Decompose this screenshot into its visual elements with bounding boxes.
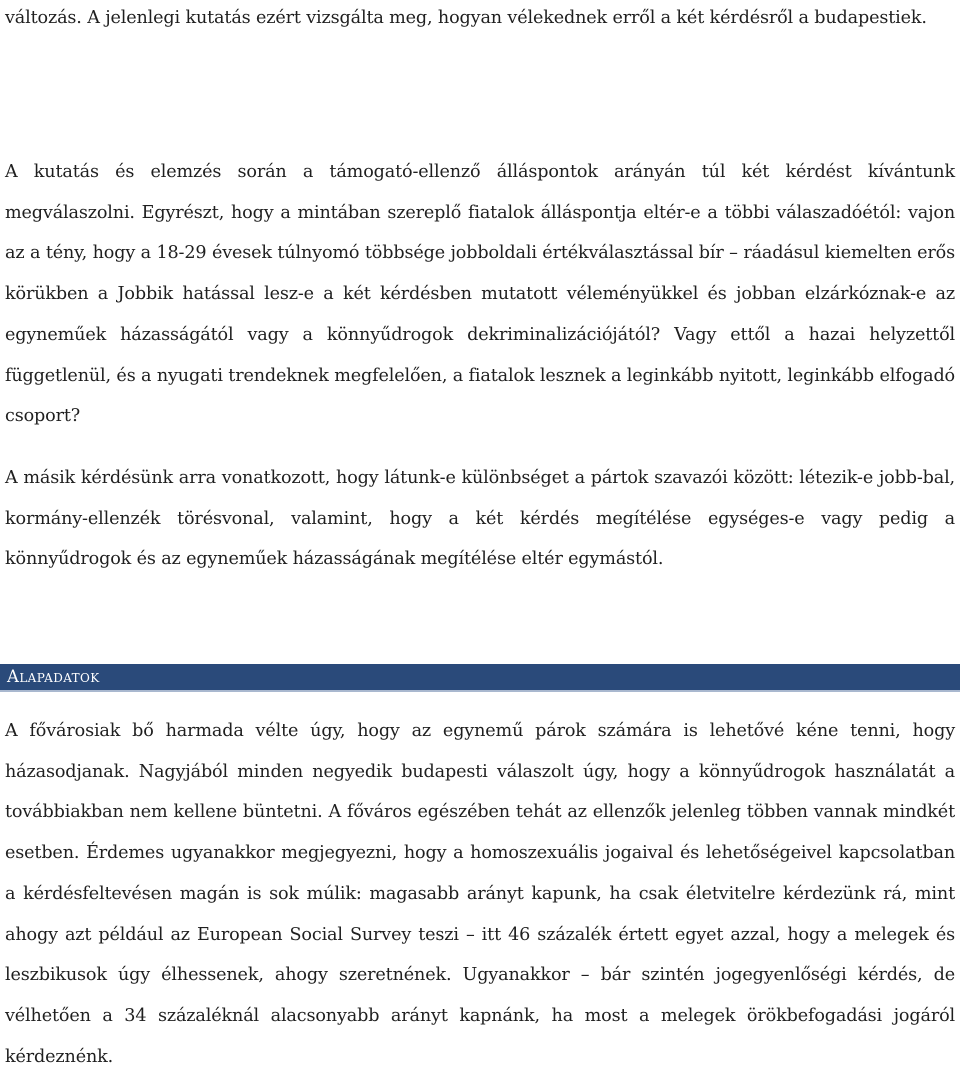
paragraph-second-question: A másik kérdésünk arra vonatkozott, hogy látunk-e különbséget a pártok szavazói között: létezik-e jobb-bal, kormány-ellenzék törésvonal, valamint, hogy a két kérdés megítélése egységes-e vagy pedig a könnyűdrogok és az egyneműek házasságának megítélése eltér egymástól. — [5, 468, 955, 570]
paragraph-research-questions: A kutatás és elemzés során a támogató-ellenző álláspontok arányán túl két kérdést kívántunk megválaszolni. Egyrészt, hogy a mintában szereplő fiatalok álláspontja eltér-e a többi válaszadóétól: vajon az a tény, hogy a 18-29 évesek túlnyomó többsége jobboldali értékválasztással bír – ráadásul kiemelten erős körükben a Jobbik hatással lesz-e a két kérdésben mutatott véleményükkel és jobban elzárkóznak-e az egyneműek házasságától vagy a könnyűdrogok dekriminalizációjától? Vagy ettől a hazai helyzettől függetlenül, és a nyugati trendeknek megfelelően, a fiatalok lesznek a leginkább nyitott, leginkább elfogadó csoport? — [5, 162, 955, 427]
paragraph-intro-end: változás. A jelenlegi kutatás ezért vizsgálta meg, hogyan vélekednek erről a két kérdésről a budapestiek. — [5, 8, 927, 28]
paragraph-basic-data: A fővárosiak bő harmada vélte úgy, hogy az egynemű párok számára is lehetővé kéne tenni, hogy házasodjanak. Nagyjából minden negyedik budapesti válaszolt úgy, hogy a könnyűdrogok használatát a továbbiakban nem kellene büntetni. A főváros egészében tehát az ellenzők jelenleg többen vannak mindkét esetben. Érdemes ugyanakkor megjegyezni, hogy a homoszexuális jogaival és lehetőségeivel kapcsolatban a kérdésfeltevésen magán is sok múlik: magasabb arányt kapunk, ha csak életvitelre kérdezünk rá, mint ahogy azt például az European Social Survey teszi – itt 46 százalék értett egyet azzal, hogy a melegek és leszbikusok úgy élhessenek, ahogy szeretnének. Ugyanakkor – bár szintén jogegyenlőségi kérdés, de vélhetően a 34 százaléknál alacsonyabb arányt kapnánk, ha most a melegek örökbefogadási jogáról kérdeznénk. — [5, 721, 955, 1067]
section-heading-bar — [0, 664, 960, 692]
section-heading: Alapadatok — [7, 667, 100, 686]
